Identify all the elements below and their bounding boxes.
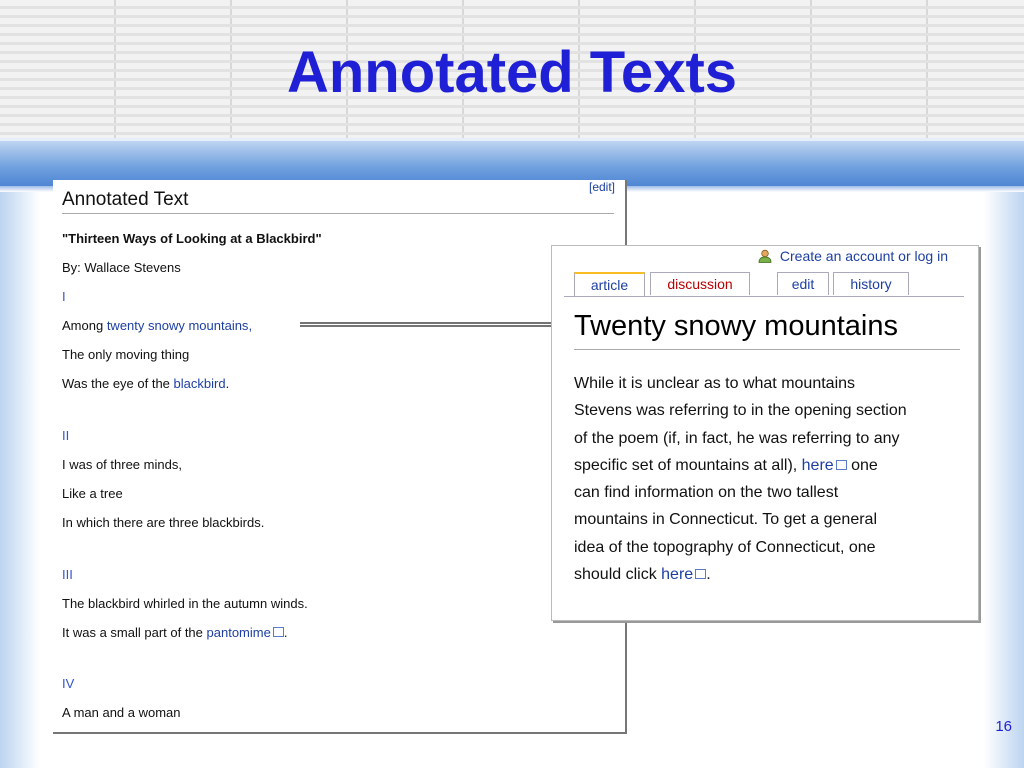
header-band xyxy=(0,138,1024,186)
annotated-text-panel xyxy=(53,180,627,734)
slide-title: Annotated Texts xyxy=(286,40,738,105)
create-account-link[interactable]: Create an account or log in xyxy=(779,248,948,264)
body-line: specific set of mountains at all), here one xyxy=(574,456,878,474)
section-numeral: IV xyxy=(62,676,75,691)
tabs-baseline xyxy=(564,296,964,297)
wiki-article-popup xyxy=(551,245,979,621)
body-line: of the poem (if, in fact, he was referring to any xyxy=(574,429,900,447)
page-number: 16 xyxy=(995,718,1012,735)
tab-discussion[interactable]: discussion xyxy=(650,272,750,295)
account-area xyxy=(758,248,948,264)
tab-article[interactable]: article xyxy=(574,272,645,296)
blackbird-link[interactable]: blackbird xyxy=(173,376,226,391)
body-line: While it is unclear as to what mountains xyxy=(574,375,856,392)
page-tabs xyxy=(564,272,964,297)
body-line: idea of the topography of Connecticut, one xyxy=(574,538,876,556)
poem-line: It was a small part of the pantomime . xyxy=(62,625,288,640)
poem-line: Was the eye of the blackbird. xyxy=(62,376,230,391)
poem-line: Among twenty snowy mountains, xyxy=(62,318,253,333)
section-numeral: I xyxy=(62,289,66,304)
here-link[interactable]: here xyxy=(661,566,694,584)
external-link-icon xyxy=(695,569,706,579)
poem-title: "Thirteen Ways of Looking at a Blackbird" xyxy=(62,231,322,246)
body-line: Stevens was referring to in the opening section xyxy=(574,402,907,420)
external-link-icon xyxy=(273,627,284,637)
external-link-icon xyxy=(836,460,847,470)
edit-section-link[interactable]: [edit] xyxy=(588,180,615,194)
pantomime-link[interactable]: pantomime xyxy=(206,625,271,640)
body-line: mountains in Connecticut. To get a general xyxy=(574,511,878,529)
tab-history[interactable]: history xyxy=(833,272,909,295)
poem-line: I was of three minds, xyxy=(62,457,182,472)
poem-line: In which there are three blackbirds. xyxy=(62,515,265,530)
poem-line: Like a tree xyxy=(62,486,123,501)
body-line: should click here . xyxy=(574,566,711,584)
article-body xyxy=(574,370,966,588)
here-link[interactable]: here xyxy=(801,456,834,474)
user-icon xyxy=(758,249,772,263)
twenty-snowy-mountains-link[interactable]: twenty snowy mountains xyxy=(106,318,249,333)
body-line: can find information on the two tallest xyxy=(574,484,839,502)
tab-edit[interactable]: edit xyxy=(777,272,829,295)
section-numeral: III xyxy=(62,567,73,582)
poem-byline: By: Wallace Stevens xyxy=(62,260,181,275)
annotation-arrow xyxy=(300,318,574,332)
poem-line: The only moving thing xyxy=(62,347,190,362)
header-band-highlight xyxy=(0,138,1024,141)
annotated-text-heading: Annotated Text xyxy=(62,189,189,210)
article-title: Twenty snowy mountains xyxy=(574,310,898,342)
title-divider xyxy=(574,349,960,350)
poem-line: The blackbird whirled in the autumn winds. xyxy=(62,596,308,611)
poem-line: A man and a woman xyxy=(62,705,181,720)
heading-divider xyxy=(62,213,614,214)
section-numeral: II xyxy=(62,428,70,443)
